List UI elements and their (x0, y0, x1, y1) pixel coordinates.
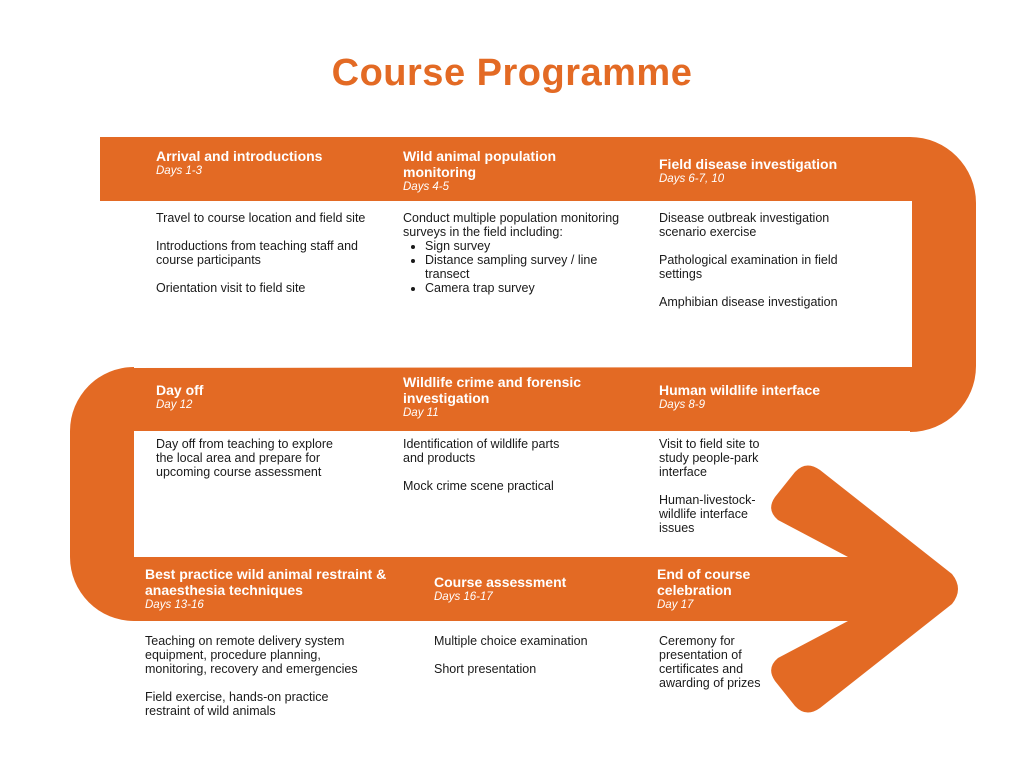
stage-days: Days 1-3 (156, 165, 203, 177)
stage-title: Wildlife crime and forensic investigation (403, 374, 582, 406)
stage-field-disease (659, 156, 899, 309)
stage-description: Travel to course location and field site Introductions from teaching staff and course participants Orientation visit to field site (156, 211, 366, 295)
stage-description: Ceremony for presentation of certificates and awarding of prizes (659, 634, 761, 690)
stage-title: Human wildlife interface (659, 382, 821, 398)
stage-description: Multiple choice examination Short presentation (434, 634, 588, 676)
stage-title: Day off (156, 382, 204, 398)
stage-days: Days 6-7, 10 (659, 173, 725, 185)
stage-description: Visit to field site to study people-park interface Human-livestock-wildlife interface issues (659, 437, 760, 535)
stage-day-off (156, 382, 376, 479)
stage-restraint-anaesthesia (145, 566, 417, 718)
survey-list (403, 239, 623, 295)
stage-title: Best practice wild animal restraint & anaesthesia techniques (145, 566, 387, 598)
stage-days: Days 8-9 (659, 399, 706, 411)
stage-days: Day 11 (403, 407, 439, 419)
stage-days: Day 17 (657, 599, 694, 611)
list-item: • Camera trap survey (425, 281, 623, 295)
route-segment-left-bend (70, 367, 134, 621)
stage-title: Wild animal population monitoring (403, 148, 557, 180)
stage-description: Identification of wildlife parts and products Mock crime scene practical (403, 437, 560, 493)
list-item: • Distance sampling survey / line transect (425, 253, 623, 281)
stage-title: Course assessment (434, 574, 567, 590)
stage-description: Day off from teaching to explore the local area and prepare for upcoming course assessment (156, 437, 333, 479)
stage-days: Days 13-16 (145, 599, 204, 611)
stage-description: Conduct multiple population monitoring surveys in the field including: • Sign survey • Distance sampling survey / line transect • Camera trap survey (403, 211, 623, 295)
stage-population-monitoring (403, 148, 623, 295)
stage-end-celebration (657, 566, 787, 690)
page-title: Course Programme (331, 52, 693, 94)
stage-title: Arrival and introductions (156, 148, 323, 164)
stage-days: Day 12 (156, 399, 193, 411)
stage-title: End of course celebration (657, 566, 751, 598)
stage-days: Days 4-5 (403, 181, 450, 193)
stage-human-wildlife (659, 382, 899, 535)
list-item: • Sign survey (425, 239, 623, 253)
stage-course-assessment (434, 574, 634, 676)
stage-days: Days 16-17 (434, 591, 493, 603)
stage-description: Teaching on remote delivery system equipment, procedure planning, monitoring, recovery and emergencies Field exercise, hands-on practice restraint of wild animals (145, 634, 358, 718)
stage-description: Disease outbreak investigation scenario exercise Pathological examination in field settings Amphibian disease investigation (659, 211, 838, 309)
stage-title: Field disease investigation (659, 156, 838, 172)
stage-wildlife-crime (403, 374, 628, 493)
stage-arrival (156, 148, 376, 295)
